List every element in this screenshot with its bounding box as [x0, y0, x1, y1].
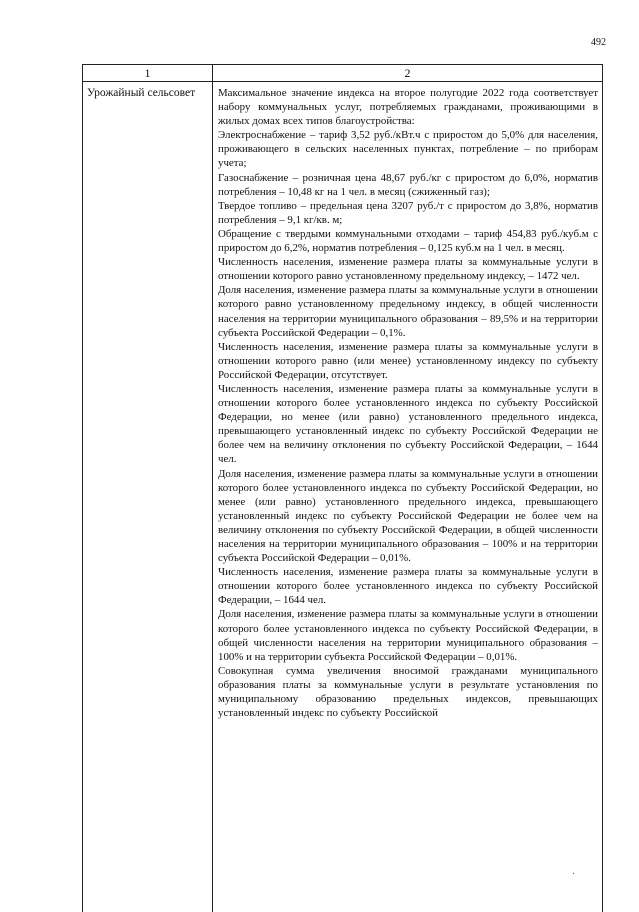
paragraph: Численность населения, изменение размера платы за коммунальные услуги в отношении которого более установленного индекса по субъекту Российской Федерации, но менее (или равно) установленного предельного индекса, превышающего установленный индекс по субъекту Российской Федерации не более чем на величину отклонения по субъекту Российской Федерации, – 1644 чел.: [218, 382, 598, 466]
paragraph: Твердое топливо – предельная цена 3207 руб./т с приростом до 3,8%, норматив потребления – 9,1 кг/кв. м;: [218, 199, 598, 226]
paragraph: Доля населения, изменение размера платы за коммунальные услуги в отношении которого равно установленному предельному индексу, в общей численности населения на территории муниципального образования – 89,5% и на территории субъекта Российской Федерации – 0,1%.: [218, 284, 598, 339]
paragraph: Доля населения, изменение размера платы за коммунальные услуги в отношении которого более установленного индекса по субъекту Российской Федерации, в общей численности населения на территории муниципального образования – 100% и на территории субъекта Российской Федерации – 0,01%.: [218, 608, 598, 663]
table-header-row: [83, 65, 602, 82]
column-header-2: 2: [404, 66, 411, 80]
description-cell: [213, 82, 602, 912]
municipality-name: Урожайный сельсовет: [83, 82, 213, 912]
paragraph: Совокупная сумма увеличения вносимой гражданами муниципального образования платы за коммунальные услуги в результате установления по муниципальному образованию предельных индексов, превышающих установленный индекс по субъекту Российской: [218, 664, 598, 720]
paragraph: Газоснабжение – розничная цена 48,67 руб./кг с приростом до 6,0%, норматив потребления – 10,48 кг на 1 чел. в месяц (сжиженный газ);: [218, 171, 598, 198]
paragraph: Доля населения, изменение размера платы за коммунальные услуги в отношении которого более установленного индекса по субъекту Российской Федерации, но менее (или равно) установленного предельного индекса, превышающего установленный индекс по субъекту Российской Федерации не более чем на величину отклонения по субъекту Российской Федерации, в общей численности населения на территории муниципального образования – 100% и на территории субъекта Российской Федерации – 0,01%.: [218, 467, 598, 565]
paragraph: Обращение с твердыми коммунальными отходами – тариф 454,83 руб./куб.м с приростом до 6,2%, норматив потребления – 0,125 куб.м на 1 чел. в месяц.: [218, 227, 598, 255]
page-number: 492: [591, 37, 606, 48]
data-table: [82, 64, 603, 912]
scan-mark: ·: [572, 869, 576, 880]
paragraph: Численность населения, изменение размера платы за коммунальные услуги в отношении которого равно установленному предельному индексу, – 1472 чел.: [218, 256, 598, 283]
paragraph: Максимальное значение индекса на второе полугодие 2022 года соответствует набору коммунальных услуг, потребляемых гражданами, проживающими в жилых домах всех типов благоустройства:: [218, 87, 598, 128]
column-header-1: 1: [83, 65, 213, 81]
table-row: [83, 82, 602, 912]
paragraph: Электроснабжение – тариф 3,52 руб./кВт.ч с приростом до 5,0% для населения, проживающего в сельских населенных пунктах, потребление – по приборам учета;: [218, 129, 598, 170]
paragraph: Численность населения, изменение размера платы за коммунальные услуги в отношении которого более установленного индекса по субъекту Российской Федерации, – 1644 чел.: [218, 566, 598, 607]
paragraph: Численность населения, изменение размера платы за коммунальные услуги в отношении которого равно (или менее) установленному индексу по субъекту Российской Федерации, отсутствует.: [218, 340, 598, 381]
